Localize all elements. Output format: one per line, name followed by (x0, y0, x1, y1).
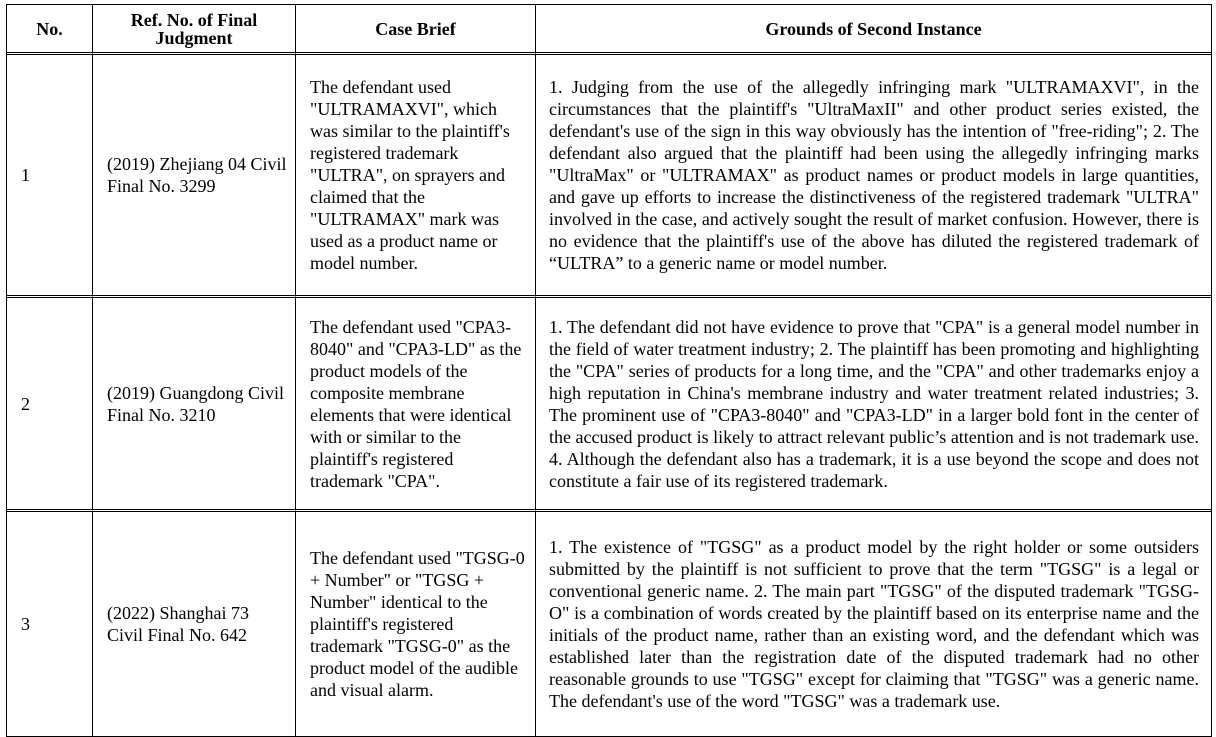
cell-no: 3 (7, 512, 93, 736)
table-row (7, 55, 1211, 298)
cell-grounds: 1. The existence of "TGSG" as a product model by the right holder or some outsiders submitted by the plaintiff is not sufficient to prove that the term "TGSG" is a legal or conventional generic name. 2. The main part "TGSG" of the disputed trademark "TGSG-O" is a combination of words created by the plaintiff based on its enterprise name and the initials of the product name, rather than an existing word, and the defendant which was established later than the registration date of the disputed trademark had no other reasonable grounds to use "TGSG" except for claiming that "TGSG" was a generic name. The defendant's use of the word "TGSG" was a trademark use. (549, 537, 1199, 711)
cell-case-brief: The defendant used "CPA3-8040" and "CPA3-LD" as the product models of the composite membrane elements that were identical with or similar to the plaintiff's registered trademark "CPA". (296, 298, 536, 512)
cell-grounds: 1. Judging from the use of the allegedly infringing mark "ULTRAMAXVI", in the circumstances that the plaintiff's "UltraMaxII" and other product series existed, the defendant's use of the sign in this way obviously has the intention of "free-riding"; 2. The defendant also argued that the plaintiff had been using the allegedly infringing marks "UltraMax" or "ULTRAMAX" as product names or product models in large quantities, and gave up efforts to increase the distinctiveness of the registered trademark "ULTRA" involved in the case, and actively sought the result of market confusion. However, there is no evidence that the plaintiff's use of the above has diluted the registered trademark of “ULTRA” to a generic name or model number. (536, 55, 1211, 298)
cell-case-brief: The defendant used "TGSG-0 + Number" or "TGSG + Number" identical to the plaintiff's registered trademark "TGSG-0" as the product model of the audible and visual alarm. (296, 512, 536, 736)
table-row (7, 298, 1211, 512)
table-row (7, 512, 1211, 736)
header-ref-no: Ref. No. of Final Judgment (93, 5, 296, 55)
cell-grounds: 1. The defendant did not have evidence to prove that "CPA" is a general model number in the field of water treatment industry; 2. The plaintiff has been promoting and highlighting the "CPA" series of products for a long time, and the "CPA" and other trademarks enjoy a high reputation in China's membrane industry and water treatment related industries; 3. The prominent use of "CPA3-8040" and "CPA3-LD" in a larger bold font in the center of the accused product is likely to attract relevant public’s attention and is not trademark use. 4. Although the defendant also has a trademark, it is a use beyond the scope and does not constitute a fair use of its registered trademark. (536, 298, 1211, 512)
header-grounds: Grounds of Second Instance (536, 5, 1211, 55)
header-no: No. (7, 5, 93, 55)
header-row (7, 5, 1211, 55)
header-case-brief: Case Brief (296, 5, 536, 55)
cell-ref-no: (2019) Guangdong Civil Final No. 3210 (93, 298, 296, 512)
judgments-table (6, 4, 1212, 737)
cell-no: 1 (7, 55, 93, 298)
cell-no: 2 (7, 298, 93, 512)
cell-ref-no: (2022) Shanghai 73 Civil Final No. 642 (93, 512, 296, 736)
cell-case-brief: The defendant used "ULTRAMAXVI", which was similar to the plaintiff's registered trademark "ULTRA", on sprayers and claimed that the "ULTRAMAX" mark was used as a product name or model number. (296, 55, 536, 298)
cell-ref-no: (2019) Zhejiang 04 Civil Final No. 3299 (93, 55, 296, 298)
